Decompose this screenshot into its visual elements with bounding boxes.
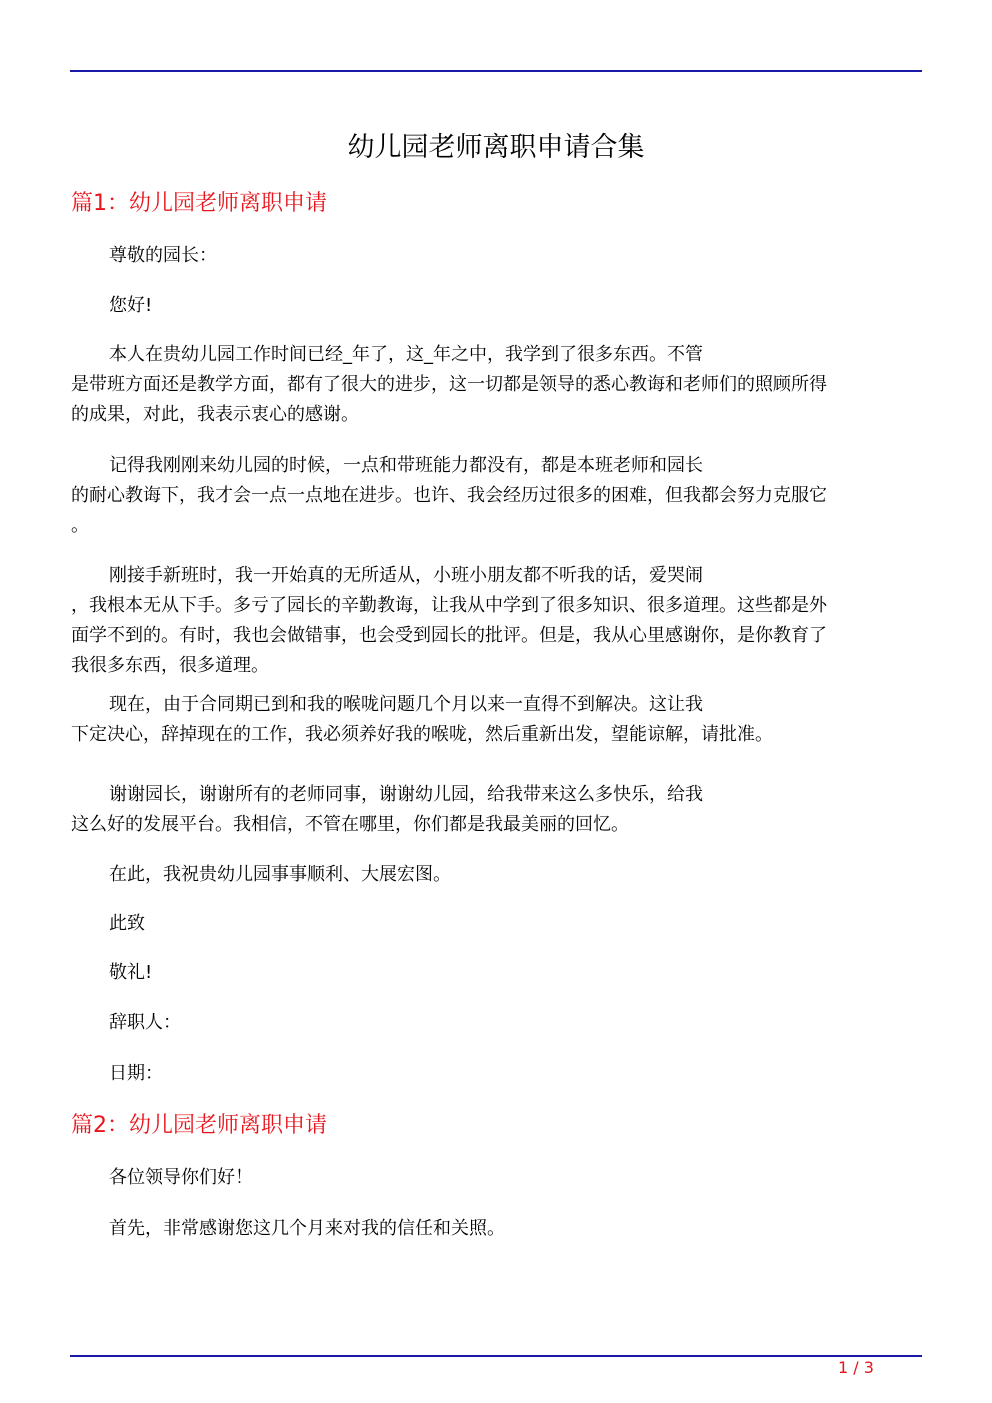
text-line: 您好! (109, 295, 153, 316)
text-line: ，我根本无从下手。多亏了园长的辛勤教诲，让我从中学到了很多知识、很多道理。这些都是外 (71, 595, 827, 616)
paragraph (71, 340, 921, 430)
text-line: 的成果，对此，我表示衷心的感谢。 (71, 404, 359, 425)
text-line: 敬礼! (109, 962, 153, 983)
text-line: 面学不到的。有时，我也会做错事，也会受到园长的批评。但是，我从心里感谢你，是你教育了 (71, 625, 827, 646)
text-line: 这么好的发展平台。我相信，不管在哪里，你们都是我最美丽的回忆。 (71, 814, 629, 835)
text-line: 的耐心教诲下，我才会一点一点地在进步。也许、我会经历过很多的困难，但我都会努力克服它 (71, 485, 827, 506)
paragraph (71, 1059, 921, 1089)
text-line: 谢谢园长，谢谢所有的老师同事，谢谢幼儿园，给我带来这么多快乐，给我 (109, 784, 703, 805)
paragraph (71, 561, 921, 681)
text-line: 本人在贵幼儿园工作时间已经_年了，这_年之中，我学到了很多东西。不管 (109, 344, 703, 365)
paragraph (71, 291, 921, 321)
text-line: 现在，由于合同期已到和我的喉咙问题几个月以来一直得不到解决。这让我 (109, 694, 703, 715)
document-title: 幼儿园老师离职申请合集 (347, 132, 645, 163)
paragraph (71, 451, 921, 541)
text-line: 下定决心，辞掉现在的工作，我必须养好我的喉咙，然后重新出发，望能谅解，请批准。 (71, 724, 773, 745)
page-number: 1 / 3 (838, 1358, 874, 1377)
text-line: 此致 (109, 913, 145, 934)
text-line: 日期： (109, 1063, 163, 1084)
paragraph (71, 690, 921, 750)
text-line: 刚接手新班时，我一开始真的无所适从，小班小朋友都不听我的话，爱哭闹 (109, 565, 703, 586)
section-heading: 篇2：幼儿园老师离职申请 (71, 1113, 327, 1138)
section-heading: 篇1：幼儿园老师离职申请 (71, 191, 327, 216)
footer-rule (70, 1355, 922, 1357)
text-line: 我很多东西，很多道理。 (71, 655, 269, 676)
paragraph (71, 860, 921, 890)
paragraph (71, 1163, 921, 1193)
text-line: 尊敬的园长： (109, 245, 217, 266)
paragraph (71, 909, 921, 939)
text-line: 首先，非常感谢您这几个月来对我的信任和关照。 (109, 1218, 505, 1239)
paragraph (71, 1214, 921, 1244)
paragraph (71, 780, 921, 840)
paragraph (71, 958, 921, 988)
text-line: 在此，我祝贵幼儿园事事顺利、大展宏图。 (109, 864, 451, 885)
header-rule (70, 70, 922, 72)
text-line: 各位领导你们好！ (109, 1167, 253, 1188)
text-line: 记得我刚刚来幼儿园的时候，一点和带班能力都没有，都是本班老师和园长 (109, 455, 703, 476)
paragraph (71, 1008, 921, 1038)
text-line: 是带班方面还是教学方面，都有了很大的进步，这一切都是领导的悉心教诲和老师们的照顾所得 (71, 374, 827, 395)
paragraph (71, 241, 921, 271)
text-line: 辞职人： (109, 1012, 181, 1033)
text-line: 。 (71, 515, 89, 536)
